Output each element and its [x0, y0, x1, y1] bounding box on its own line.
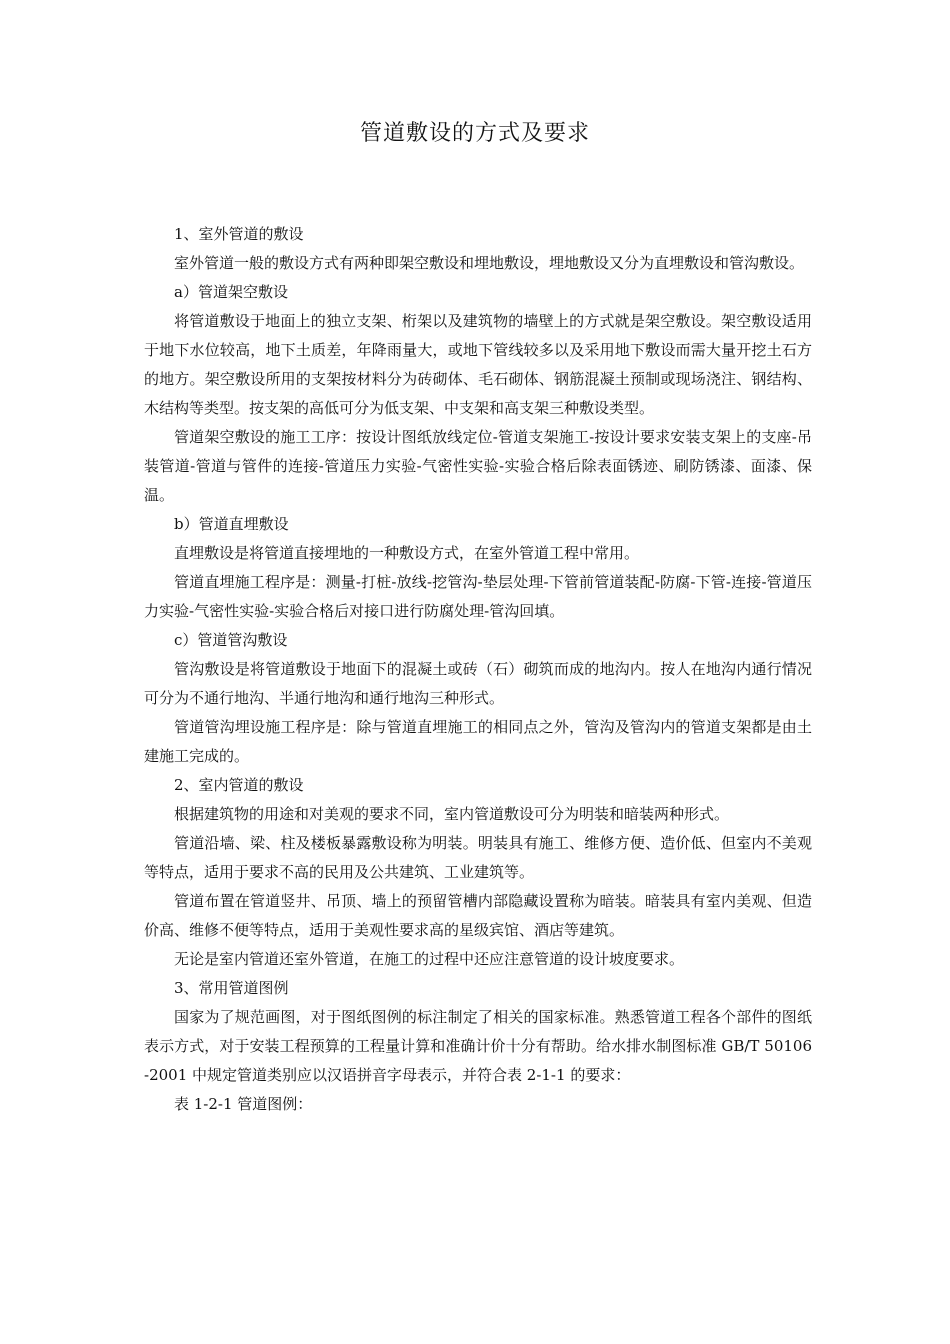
section-heading-legend: 3、常用管道图例 — [174, 979, 289, 997]
paragraph-slope-note: 无论是室内管道还室外管道，在施工的过程中还应注意管道的设计坡度要求。 — [174, 950, 685, 968]
paragraph-trench-desc: 管沟敷设是将管道敷设于地面下的混凝土或砖（石）砌筑而成的地沟内。按人在地沟内通行情况可分为不通行地沟、半通行地沟和通行地沟三种形式。 — [144, 660, 812, 707]
paragraph-trench-process: 管道管沟埋设施工程序是：除与管道直埋施工的相同点之外，管沟及管沟内的管道支架都是由土建施工完成的。 — [144, 718, 812, 765]
subheading-trench: c）管道管沟敷设 — [174, 631, 288, 649]
section-heading-indoor: 2、室内管道的敷设 — [174, 776, 304, 794]
subheading-direct-burial: b）管道直埋敷设 — [174, 515, 289, 533]
paragraph-legend-desc: 国家为了规范画图，对于图纸图例的标注制定了相关的国家标准。熟悉管道工程各个部件的图纸表示方式，对于安装工程预算的工程量计算和准确计价十分有帮助。给水排水制图标准 GB/T 50106-2001 中规定管道类别应以汉语拼音字母表示，并符合表 2-1-1 的要求： — [144, 1008, 812, 1084]
section-heading-outdoor: 1、室外管道的敷设 — [174, 225, 304, 243]
table-caption: 表 1-2-1 管道图例： — [174, 1095, 313, 1113]
paragraph-direct-burial-process: 管道直埋施工程序是：测量-打桩-放线-挖管沟-垫层处理-下管前管道装配-防腐-下管-连接-管道压力实验-气密性实验-实验合格后对接口进行防腐处理-管沟回填。 — [144, 573, 812, 620]
paragraph-indoor-intro: 根据建筑物的用途和对美观的要求不同，室内管道敷设可分为明装和暗装两种形式。 — [174, 805, 730, 823]
paragraph-concealed-install: 管道布置在管道竖井、吊顶、墙上的预留管槽内部隐藏设置称为暗装。暗装具有室内美观、但造价高、维修不便等特点，适用于美观性要求高的星级宾馆、酒店等建筑。 — [144, 892, 812, 939]
paragraph-direct-burial-desc: 直埋敷设是将管道直接埋地的一种敷设方式，在室外管道工程中常用。 — [174, 544, 640, 562]
paragraph-exposed-install: 管道沿墙、梁、柱及楼板暴露敷设称为明装。明装具有施工、维修方便、造价低、但室内不美观等特点，适用于要求不高的民用及公共建筑、工业建筑等。 — [144, 834, 812, 881]
paragraph-overhead-desc: 将管道敷设于地面上的独立支架、桁架以及建筑物的墙壁上的方式就是架空敷设。架空敷设适用于地下水位较高，地下土质差，年降雨量大，或地下管线较多以及采用地下敷设而需大量开挖土石方的地方。架空敷设所用的支架按材料分为砖砌体、毛石砌体、钢筋混凝土预制或现场浇注、钢结构、木结构等类型。按支架的高低可分为低支架、中支架和高支架三种敷设类型。 — [144, 312, 812, 417]
paragraph-outdoor-intro: 室外管道一般的敷设方式有两种即架空敷设和埋地敷设，埋地敷设又分为直埋敷设和管沟敷设。 — [174, 254, 805, 272]
subheading-overhead: a）管道架空敷设 — [174, 283, 288, 301]
paragraph-overhead-process: 管道架空敷设的施工工序：按设计图纸放线定位-管道支架施工-按设计要求安装支架上的支座-吊装管道-管道与管件的连接-管道压力实验-气密性实验-实验合格后除表面锈迹、刷防锈漆、面漆、保温。 — [144, 428, 812, 504]
document-body — [144, 220, 812, 1119]
document-title: 管道敷设的方式及要求 — [359, 121, 590, 146]
